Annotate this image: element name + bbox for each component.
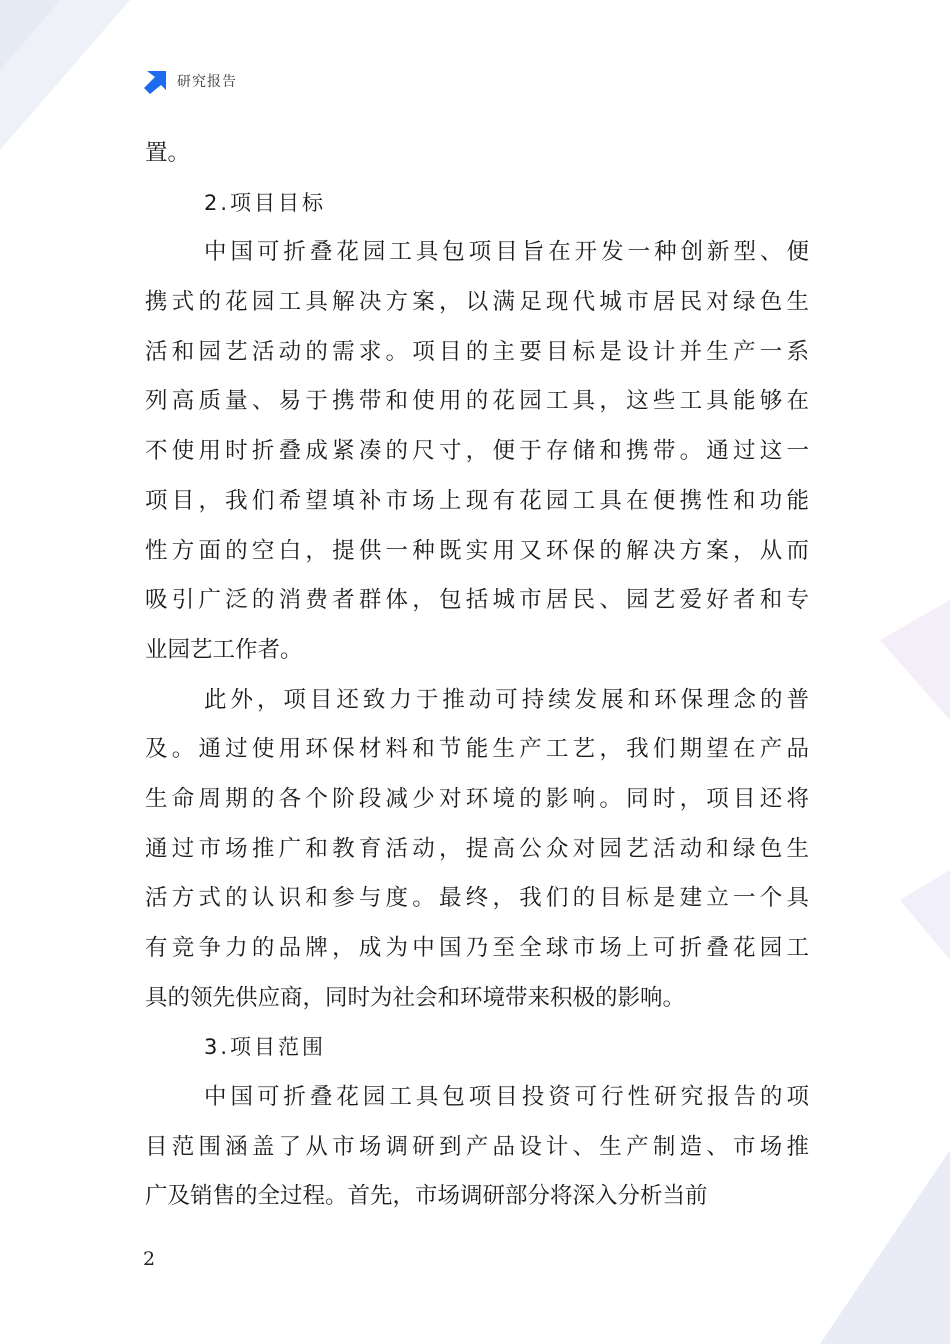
paragraph-line: 性方面的空白，提供一种既实用又环保的解决方案，从而: [145, 537, 809, 564]
paragraph-line: 有竞争力的品牌，成为中国乃至全球市场上可折叠花园工: [145, 935, 809, 961]
paragraph-line: 不使用时折叠成紧凑的尺寸，便于存储和携带。通过这一: [145, 438, 809, 465]
paragraph-line: 项目，我们希望填补市场上现有花园工具在便携性和功能: [145, 487, 809, 514]
header-label: 研究报告: [177, 74, 237, 90]
page-number: 2: [143, 1248, 156, 1270]
paragraph-line: 吸引广泛的消费者群体，包括城市居民、园艺爱好者和专: [145, 587, 809, 614]
document-header: [143, 68, 237, 94]
paragraph-line: 中国可折叠花园工具包项目投资可行性研究报告的项: [204, 1084, 809, 1111]
paragraph-line: 携式的花园工具解决方案，以满足现代城市居民对绿色生: [145, 289, 809, 316]
paragraph-line: 业园艺工作者。: [145, 636, 303, 663]
section-heading: 3.项目范围: [204, 1035, 327, 1060]
paragraph-line: 通过市场推广和教育活动，提高公众对园艺活动和绿色生: [145, 835, 809, 862]
paragraph-line: 中国可折叠花园工具包项目旨在开发一种创新型、便: [204, 239, 809, 266]
paragraph-line: 具的领先供应商，同时为社会和环境带来积极的影响。: [145, 984, 686, 1011]
paragraph-line: 及。通过使用环保材料和节能生产工艺，我们期望在产品: [145, 736, 809, 763]
paragraph-line: 置。: [145, 140, 191, 166]
paragraph-line: 活方式的认识和参与度。最终，我们的目标是建立一个具: [145, 885, 809, 912]
paragraph-line: 活和园艺活动的需求。项目的主要目标是设计并生产一系: [145, 338, 809, 365]
paragraph-line: 广及销售的全过程。首先，市场调研部分将深入分析当前: [145, 1183, 708, 1210]
arrow-up-right-icon: [143, 68, 169, 94]
section-heading: 2.项目目标: [204, 190, 327, 215]
paragraph-line: 目范围涵盖了从市场调研到产品设计、生产制造、市场推: [145, 1133, 809, 1160]
paragraph-line: 生命周期的各个阶段减少对环境的影响。同时，项目还将: [145, 785, 809, 812]
paragraph-line: 列高质量、易于携带和使用的花园工具，这些工具能够在: [145, 388, 809, 415]
paragraph-line: 此外，项目还致力于推动可持续发展和环保理念的普: [204, 686, 809, 713]
document-body: [145, 129, 809, 1222]
